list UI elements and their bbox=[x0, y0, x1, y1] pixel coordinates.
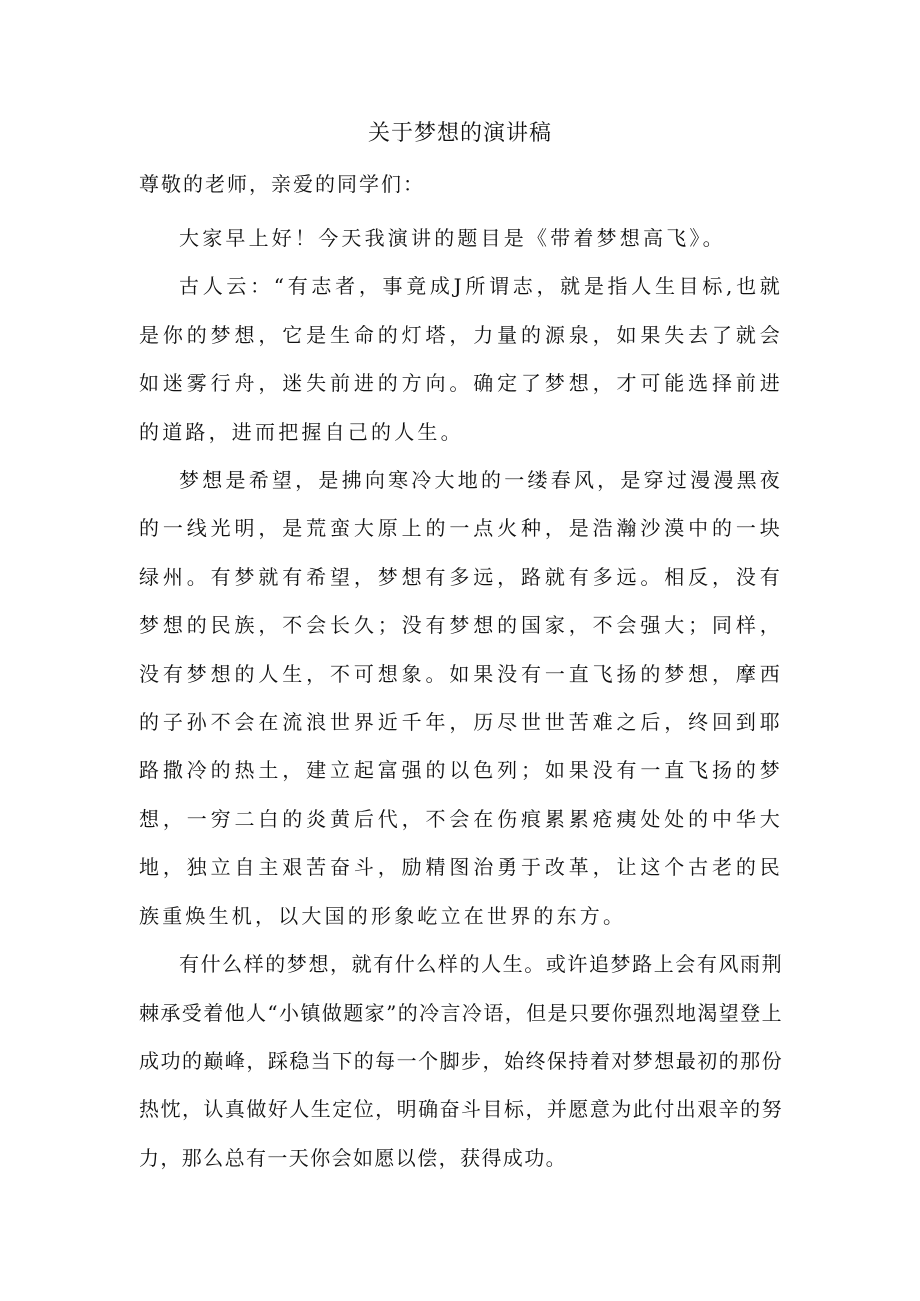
paragraph-dream-and-life: 有什么样的梦想，就有什么样的人生。或许追梦路上会有风雨荆棘承受着他人“小镇做题家”的冷言冷语，但是只要你强烈地渴望登上成功的巅峰，踩稳当下的每一个脚步，始终保持着对梦想最初的那份热忱，认真做好人生定位，明确奋斗目标，并愿意为此付出艰辛的努力，那么总有一天你会如愿以偿，获得成功。 bbox=[139, 952, 783, 1170]
paragraph-dream-is-hope: 梦想是希望，是拂向寒冷大地的一缕春风，是穿过漫漫黑夜的一线光明，是荒蛮大原上的一点火种，是浩瀚沙漠中的一块绿州。有梦就有希望，梦想有多远，路就有多远。相反，没有梦想的民族，不会长久；没有梦想的国家，不会强大；同样，没有梦想的人生，不可想象。如果没有一直飞扬的梦想，摩西的子孙不会在流浪世界近千年，历尽世世苦难之后，终回到耶路撒冷的热土，建立起富强的以色列；如果没有一直飞扬的梦想，一穷二白的炎黄后代，不会在伤痕累累疮痍处处的中华大地，独立自主艰苦奋斗，励精图治勇于改革，让这个古老的民族重焕生机，以大国的形象屹立在世界的东方。 bbox=[139, 468, 783, 928]
paragraph-greeting: 大家早上好！今天我演讲的题目是《带着梦想高飞》。 bbox=[179, 226, 726, 250]
document-body bbox=[139, 214, 783, 1182]
paragraph-ancient-saying: 古人云：“有志者，事竟成J所谓志，就是指人生目标,也就是你的梦想，它是生命的灯塔，力量的源泉，如果失去了就会如迷雾行舟，迷失前进的方向。确定了梦想，才可能选择前进的道路，进而把握自己的人生。 bbox=[139, 274, 783, 444]
document-title: 关于梦想的演讲稿 bbox=[367, 121, 552, 146]
salutation: 尊敬的老师，亲爱的同学们： bbox=[139, 172, 425, 196]
